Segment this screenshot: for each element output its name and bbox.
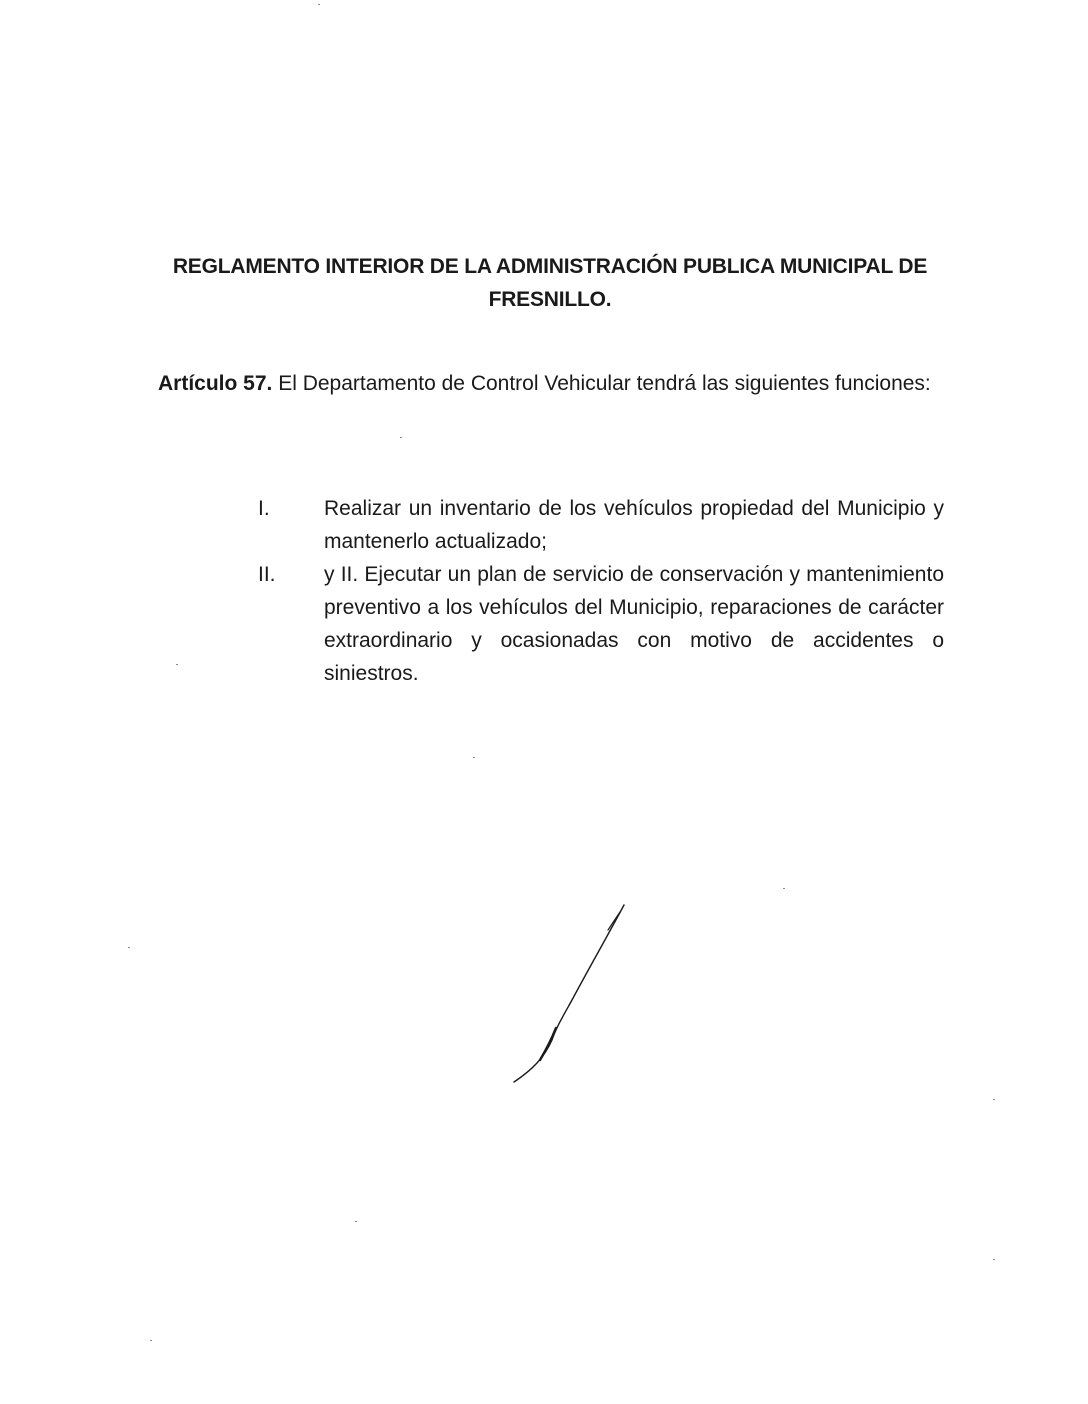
scan-speck (993, 1259, 995, 1260)
scan-speck (128, 947, 130, 948)
scan-speck (473, 757, 475, 758)
list-item (258, 558, 944, 690)
list-item-numeral: I. (258, 497, 270, 520)
scan-speck (993, 1099, 995, 1100)
scan-speck (176, 664, 178, 665)
title-line-2: FRESNILLO. (488, 288, 612, 311)
signature-stroke (500, 900, 640, 1090)
list-item-text: Realizar un inventario de los vehículos propiedad del Municipio y mantenerlo actualizado; (324, 497, 944, 553)
article-text: El Departamento de Control Vehicular tendrá las siguientes funciones: (272, 372, 931, 395)
scan-speck (318, 4, 320, 5)
scan-speck (783, 888, 785, 889)
document-title (150, 250, 950, 316)
scan-speck (400, 437, 402, 438)
list-item-text: y II. Ejecutar un plan de servicio de conservación y mantenimiento preventivo a los vehículos del Municipio, reparaciones de carácter extraordinario y ocasionadas con motivo de accidentes o siniestros. (324, 563, 944, 685)
list-item-numeral: II. (258, 563, 276, 586)
list-item (258, 492, 944, 558)
article-paragraph (158, 367, 944, 400)
scan-speck (150, 1340, 152, 1341)
article-number: Artículo 57. (158, 372, 273, 395)
scan-speck (355, 1221, 357, 1222)
title-line-1: REGLAMENTO INTERIOR DE LA ADMINISTRACIÓN PUBLICA MUNICIPAL DE (172, 255, 928, 278)
